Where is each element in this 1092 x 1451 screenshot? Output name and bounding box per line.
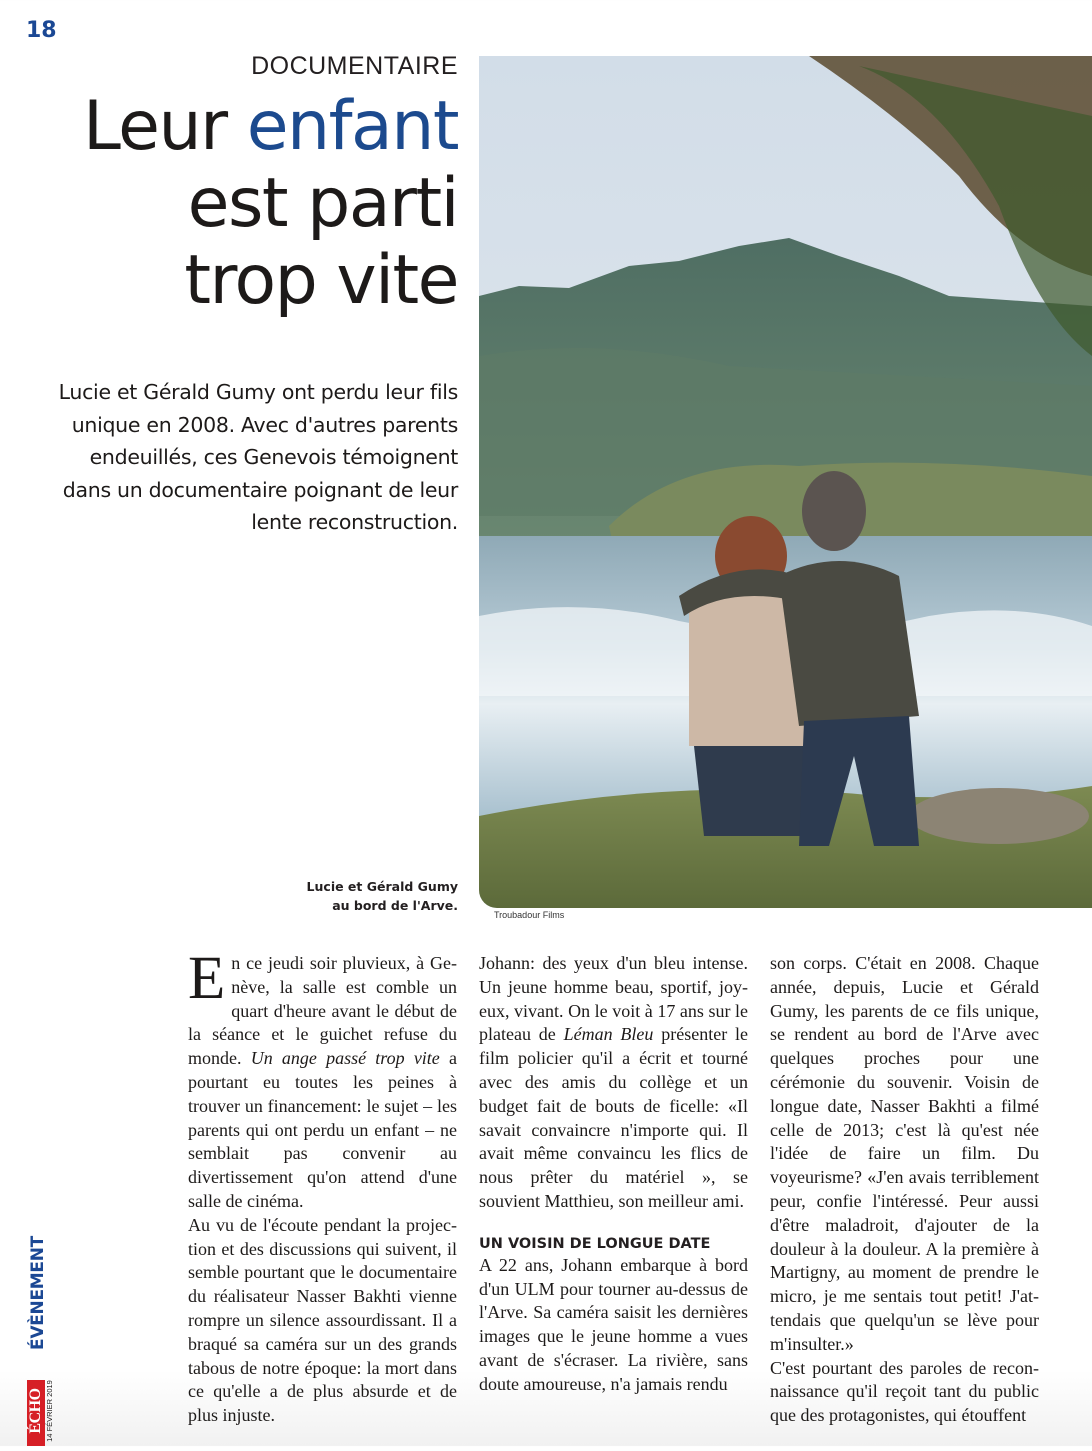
tv-channel-name: Léman Bleu bbox=[563, 1024, 654, 1045]
body-paragraph-5: son corps. C'était en 2008. Chaque année, depuis, Lucie et Gérald Gumy, les parents de ce fils unique, se rendent au bord de l'Arve avec quelques proches pour une cérémonie du souvenir. Voisin de longue date, Nasser Bakhti a filmé celle de 2013; c'est là qu'est née l'idée de faire un film. Du voyeurisme? «J'en avais terriblement peur, confie l'intéressé. Peur aussi d'être maladroit, d'ajouter de la douleur à la douleur. A la première à Martigny, au moment de prendre le micro, je me sentais tout petit! J'attendais que quelqu'un se lève pour m'insulter.» bbox=[770, 953, 1039, 1354]
drop-cap: E bbox=[188, 945, 226, 1012]
page-spine bbox=[22, 1230, 52, 1446]
section-label: ÉVÈNEMENT bbox=[28, 1236, 48, 1350]
photo-couple-by-river bbox=[479, 56, 1092, 908]
headline-accent-word: enfant bbox=[246, 87, 458, 166]
body-paragraph-3 bbox=[479, 952, 748, 1214]
headline-part-2: est parti trop vite bbox=[184, 164, 458, 320]
caption-line-2: au bord de l'Arve. bbox=[332, 898, 458, 913]
paragraph-text: a pourtant eu toutes les peines à trouver un financement: le sujet – les parents qui ont perdu un enfant – ne semblait pas convenir au divertissement qu'on attend d'une salle de cinéma. bbox=[188, 1048, 457, 1211]
body-paragraph-1 bbox=[188, 945, 457, 1214]
body-column-1 bbox=[188, 945, 457, 1428]
body-column-2 bbox=[479, 952, 748, 1397]
section-subhead: UN VOISIN DE LONGUE DATE bbox=[479, 1235, 711, 1252]
page-number: 18 bbox=[26, 18, 57, 43]
article-headline bbox=[38, 88, 458, 319]
paragraph-text: n ce jeudi soir pluvieux, à Genève, la salle est comble un quart d'heure avant le début de la séance et le guichet refuse du monde. bbox=[188, 953, 457, 1069]
film-title: Un ange passé trop vite bbox=[250, 1048, 440, 1069]
photo-credit: Troubadour Films bbox=[494, 910, 565, 920]
logo-text: ÉCHO bbox=[27, 1388, 44, 1434]
paragraph-text: présenter le film policier qu'il a écrit et tourné avec des amis du collège et un budget fait de bouts de ficelle: «Il savait convaincre n'importe qui. Il avait même convaincu les flics de nous prêter du matériel », se souvient Matthieu, son meilleur ami. bbox=[479, 1024, 749, 1211]
body-paragraph-2: Au vu de l'écoute pendant la projection et des discussions qui suivent, il semble pourtant que le documentaire du réalisateur Nasser Bakhti vienne rompre un silence assourdissant. Il a braqué sa caméra sur un des grands tabous de notre époque: la mort dans ce qu'elle a de plus absurde et de plus injuste. bbox=[188, 1214, 457, 1426]
article-lede: Lucie et Gérald Gumy ont perdu leur fils unique en 2008. Avec d'autres parents endeuillés, ces Genevois témoignent dans un documentaire poignant de leur lente reconstruction. bbox=[58, 380, 458, 534]
caption-line-1: Lucie et Gérald Gumy bbox=[306, 879, 458, 894]
headline-part-1: Leur bbox=[82, 87, 247, 166]
body-paragraph-6: C'est pourtant des paroles de reconnaissance qu'il reçoit tant du public que des protagonistes, qui étouffent bbox=[770, 1357, 1039, 1426]
photo-caption bbox=[307, 877, 458, 915]
issue-date: 14 FÉVRIER 2019 bbox=[45, 1380, 54, 1442]
article-photo bbox=[479, 56, 1092, 908]
body-column-3 bbox=[770, 952, 1039, 1428]
body-paragraph-4: A 22 ans, Johann embarque à bord d'un ULM pour tourner au-dessus de l'Arve. Sa caméra saisit les dernières images que le jeune homme a vues avant de s'écraser. La rivière, sans doute amoureuse, n'a jamais rendu bbox=[479, 1254, 748, 1394]
article-kicker: DOCUMENTAIRE bbox=[251, 52, 458, 80]
paragraph-text: Johann: des yeux d'un bleu intense. Un jeune homme beau, sportif, joyeux, vivant. On le voit à 17 ans sur le plateau de bbox=[479, 953, 748, 1045]
publication-logo bbox=[27, 1380, 45, 1446]
